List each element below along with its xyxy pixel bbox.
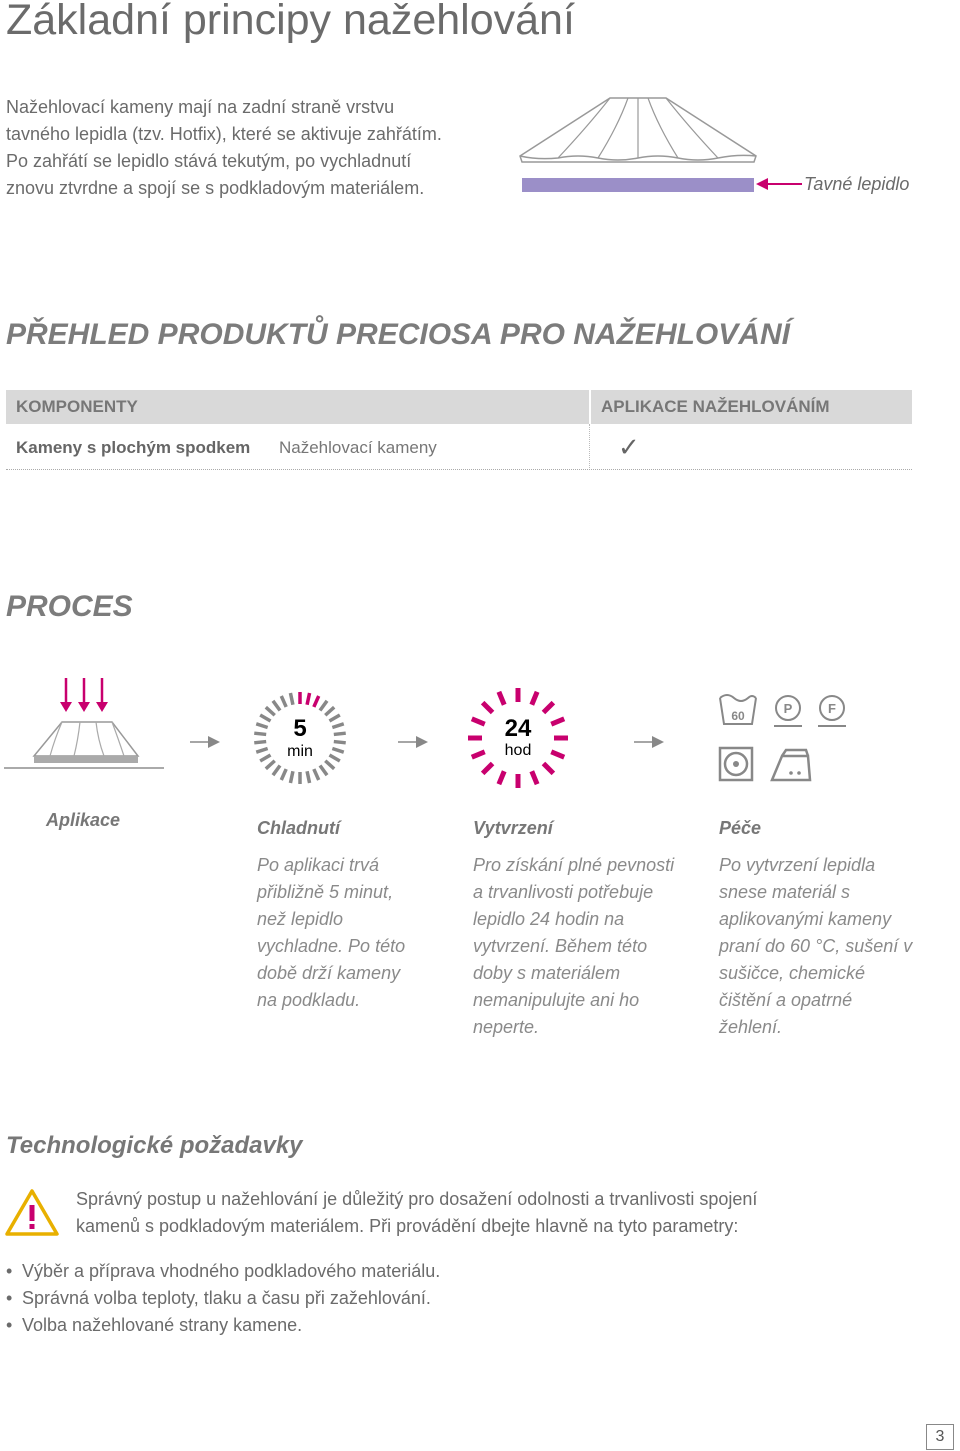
timer-min-unit: min <box>287 743 313 760</box>
process-icons <box>0 670 960 790</box>
step-title-cooling: Chladnutí <box>257 818 340 838</box>
pointer-arrow-icon <box>756 176 804 192</box>
timer-tick <box>290 771 292 783</box>
timer-tick <box>551 719 564 724</box>
timer-tick <box>281 696 286 707</box>
timer-tick <box>254 733 266 734</box>
stone-on-fabric-icon <box>4 722 164 768</box>
warning-icon <box>4 1188 60 1238</box>
timer-tick <box>499 771 504 784</box>
list-item: • Volba nažehlované strany kamene. <box>6 1312 440 1339</box>
timer-tick <box>329 755 339 761</box>
timer-tick <box>266 707 275 715</box>
table-divider-dotted <box>589 424 590 470</box>
timer-tick <box>543 763 553 773</box>
timer-tick <box>266 761 275 769</box>
timer-tick <box>307 693 309 705</box>
iron-icon <box>772 750 810 780</box>
hotfix-stone-illustration <box>518 96 758 196</box>
timer-tick <box>256 749 267 753</box>
intro-paragraph: Nažehlovací kameny mají na zadní straně vrstvu tavného lepidla (tzv. Hotfix), které se aktivuje zahřátím. Po zahřátí se lepidlo stává tekutým, po vychladnutí znovu ztvrdne a spojí se s podkladovým materiálem. <box>6 97 442 198</box>
page-title: Základní principy nažehlování <box>6 0 575 44</box>
dry-clean-p-icon <box>774 696 802 726</box>
timer-tick <box>290 693 292 705</box>
timer-min-value: 5 <box>293 715 307 742</box>
timer-tick <box>260 755 270 761</box>
step-text-cooling: Po aplikaci trvá přibližně 5 minut, než lepidlo vychladne. Po této době drží kameny na podkladu. <box>257 855 406 1010</box>
timer-tick <box>273 701 280 711</box>
step-text-curing: Pro získání plné pevnosti a trvanlivosti potřebuje lepidlo 24 hodin na vytvrzení. Během této doby s materiálem nemanipulujte ani ho neperte. <box>473 855 675 1037</box>
timer-tick <box>532 771 537 784</box>
wash-60-icon <box>720 695 756 724</box>
timer-tick <box>314 696 319 707</box>
check-icon: ✓ <box>618 432 640 462</box>
heat-arrows-icon <box>60 678 108 712</box>
timer-tick <box>254 742 266 743</box>
list-item: • Výběr a příprava vhodného podkladového materiálu. <box>6 1258 440 1285</box>
timer-tick <box>543 703 553 713</box>
timer-tick <box>483 703 493 713</box>
timer-tick <box>320 701 327 711</box>
timer-tick <box>334 742 346 743</box>
requirements-list <box>6 1258 440 1339</box>
timer-tick <box>472 719 485 724</box>
timer-tick <box>325 707 334 715</box>
tumble-dry-icon <box>720 748 752 780</box>
timer-tick <box>256 724 267 728</box>
page-number: 3 <box>926 1424 954 1450</box>
svg-text:F: F <box>828 701 836 716</box>
timer-tick <box>314 769 319 780</box>
step-title-curing: Vytvrzení <box>473 818 553 838</box>
timer-tick <box>281 769 286 780</box>
glue-label: Tavné lepidlo <box>804 174 910 194</box>
timer-hod-value: 24 <box>504 715 532 742</box>
step-title-care: Péče <box>719 818 762 838</box>
table-bottom-line <box>6 469 912 470</box>
timer-tick <box>472 752 485 757</box>
list-item: • Správná volba teploty, tlaku a času při zažehlování. <box>6 1285 440 1312</box>
timer-tick <box>334 733 346 734</box>
table-cell-category: Kameny s plochým spodkem <box>16 438 251 457</box>
timer-tick <box>320 766 327 776</box>
timer-tick <box>499 692 504 705</box>
timer-tick <box>307 771 309 783</box>
dry-clean-f-icon <box>818 696 846 726</box>
process-arrow-icon <box>398 736 428 748</box>
column-components: KOMPONENTY <box>16 397 138 416</box>
timer-tick <box>532 692 537 705</box>
timer-hod-unit: hod <box>504 742 532 759</box>
timer-tick <box>483 763 493 773</box>
timer-tick <box>332 749 343 753</box>
overview-heading: PŘEHLED PRODUKTŮ PRECIOSA PRO NAŽEHLOVÁNÍ <box>6 318 790 351</box>
timer-tick <box>273 766 280 776</box>
timer-tick <box>551 752 564 757</box>
step-text-care: Po vytvrzení lepidla snese materiál s aplikovanými kameny praní do 60 °C, sušení v sušičce, chemické čištění a opatrné žehlení. <box>719 855 913 1037</box>
svg-text:P: P <box>783 701 793 716</box>
process-arrow-icon <box>634 736 664 748</box>
requirements-heading: Technologické požadavky <box>6 1132 303 1159</box>
step-title-application: Aplikace <box>46 810 121 830</box>
warning-text: Správný postup u nažehlování je důležitý pro dosažení odolnosti a trvanlivosti spojení kamenů s podkladovým materiálem. Při provádění dbejte hlavně na tyto parametry: <box>76 1189 758 1236</box>
timer-tick <box>332 724 343 728</box>
process-arrow-icon <box>190 736 220 748</box>
process-heading: PROCES <box>6 590 133 623</box>
table-cell-product: Nažehlovací kameny <box>279 438 437 457</box>
timer-tick <box>329 715 339 721</box>
column-application: APLIKACE NAŽEHLOVÁNÍM <box>601 397 830 416</box>
timer-tick <box>325 761 334 769</box>
svg-text:60: 60 <box>731 709 745 723</box>
timer-tick <box>260 715 270 721</box>
